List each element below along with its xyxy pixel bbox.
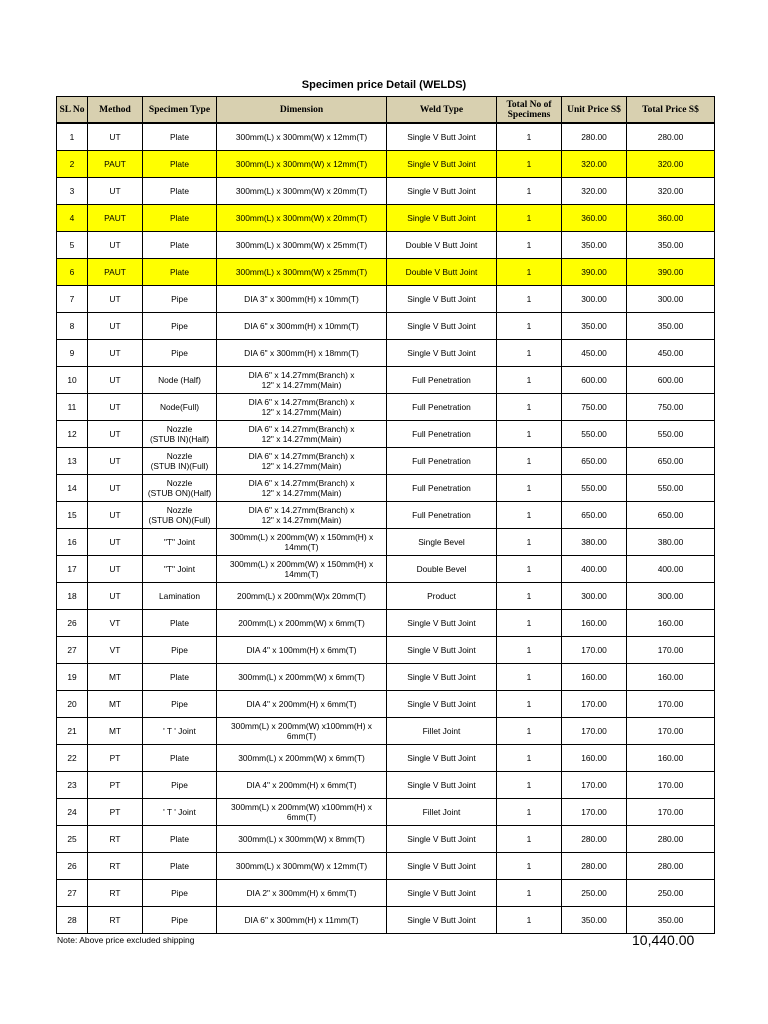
cell-total-specimens: 1 xyxy=(497,340,562,367)
cell-sl-no: 20 xyxy=(57,691,88,718)
cell-total-price: 400.00 xyxy=(627,556,715,583)
shipping-note: Note: Above price excluded shipping xyxy=(57,935,195,945)
cell-method: RT xyxy=(88,853,143,880)
cell-total-specimens: 1 xyxy=(497,421,562,448)
cell-sl-no: 9 xyxy=(57,340,88,367)
table-row xyxy=(57,475,715,502)
cell-method: UT xyxy=(88,394,143,421)
cell-dimension: 300mm(L) x 200mm(W) x100mm(H) x 6mm(T) xyxy=(217,718,387,745)
cell-dimension: 300mm(L) x 300mm(W) x 25mm(T) xyxy=(217,232,387,259)
cell-method: UT xyxy=(88,313,143,340)
cell-total-price: 300.00 xyxy=(627,583,715,610)
cell-total-specimens: 1 xyxy=(497,313,562,340)
cell-weld-type: Single V Butt Joint xyxy=(387,772,497,799)
cell-unit-price: 300.00 xyxy=(562,583,627,610)
table-row xyxy=(57,556,715,583)
cell-total-price: 300.00 xyxy=(627,286,715,313)
cell-method: UT xyxy=(88,178,143,205)
cell-weld-type: Single V Butt Joint xyxy=(387,286,497,313)
cell-weld-type: Single V Butt Joint xyxy=(387,664,497,691)
cell-total-price: 170.00 xyxy=(627,772,715,799)
cell-dimension: DIA 4" x 200mm(H) x 6mm(T) xyxy=(217,772,387,799)
cell-specimen-type: Plate xyxy=(143,232,217,259)
cell-method: UT xyxy=(88,367,143,394)
cell-total-price: 160.00 xyxy=(627,610,715,637)
cell-sl-no: 2 xyxy=(57,151,88,178)
cell-method: UT xyxy=(88,475,143,502)
col-header-sl-no: SL No xyxy=(57,97,88,124)
cell-weld-type: Fillet Joint xyxy=(387,718,497,745)
cell-weld-type: Single V Butt Joint xyxy=(387,151,497,178)
cell-total-price: 600.00 xyxy=(627,367,715,394)
cell-weld-type: Full Penetration xyxy=(387,475,497,502)
cell-total-price: 160.00 xyxy=(627,664,715,691)
cell-total-price: 170.00 xyxy=(627,637,715,664)
cell-unit-price: 750.00 xyxy=(562,394,627,421)
cell-unit-price: 250.00 xyxy=(562,880,627,907)
cell-dimension: DIA 6" x 14.27mm(Branch) x 12" x 14.27mm(Main) xyxy=(217,394,387,421)
cell-specimen-type: "T" Joint xyxy=(143,556,217,583)
cell-dimension: 300mm(L) x 300mm(W) x 12mm(T) xyxy=(217,853,387,880)
table-row xyxy=(57,259,715,286)
cell-unit-price: 350.00 xyxy=(562,907,627,934)
cell-specimen-type: Nozzle (STUB ON)(Full) xyxy=(143,502,217,529)
cell-method: UT xyxy=(88,286,143,313)
cell-specimen-type: Nozzle (STUB IN)(Full) xyxy=(143,448,217,475)
col-header-total-price: Total Price S$ xyxy=(627,97,715,124)
cell-unit-price: 550.00 xyxy=(562,475,627,502)
cell-total-specimens: 1 xyxy=(497,259,562,286)
cell-dimension: DIA 4" x 200mm(H) x 6mm(T) xyxy=(217,691,387,718)
cell-unit-price: 280.00 xyxy=(562,826,627,853)
cell-total-specimens: 1 xyxy=(497,637,562,664)
cell-method: UT xyxy=(88,232,143,259)
table-row xyxy=(57,286,715,313)
cell-specimen-type: Plate xyxy=(143,205,217,232)
cell-dimension: 300mm(L) x 200mm(W) x100mm(H) x 6mm(T) xyxy=(217,799,387,826)
cell-sl-no: 19 xyxy=(57,664,88,691)
cell-total-specimens: 1 xyxy=(497,745,562,772)
table-row xyxy=(57,880,715,907)
cell-dimension: 200mm(L) x 200mm(W)x 20mm(T) xyxy=(217,583,387,610)
cell-specimen-type: Plate xyxy=(143,259,217,286)
cell-total-price: 750.00 xyxy=(627,394,715,421)
cell-sl-no: 11 xyxy=(57,394,88,421)
cell-total-price: 170.00 xyxy=(627,799,715,826)
cell-total-specimens: 1 xyxy=(497,475,562,502)
col-header-dimension: Dimension xyxy=(217,97,387,124)
cell-sl-no: 8 xyxy=(57,313,88,340)
cell-total-price: 320.00 xyxy=(627,178,715,205)
cell-total-specimens: 1 xyxy=(497,394,562,421)
col-header-weld-type: Weld Type xyxy=(387,97,497,124)
cell-dimension: DIA 6" x 300mm(H) x 18mm(T) xyxy=(217,340,387,367)
cell-total-specimens: 1 xyxy=(497,151,562,178)
table-row xyxy=(57,205,715,232)
table-row xyxy=(57,529,715,556)
cell-total-price: 650.00 xyxy=(627,502,715,529)
cell-weld-type: Single V Butt Joint xyxy=(387,880,497,907)
cell-unit-price: 170.00 xyxy=(562,799,627,826)
cell-dimension: DIA 6" x 14.27mm(Branch) x 12" x 14.27mm(Main) xyxy=(217,475,387,502)
cell-total-price: 450.00 xyxy=(627,340,715,367)
cell-weld-type: Double V Butt Joint xyxy=(387,259,497,286)
cell-sl-no: 28 xyxy=(57,907,88,934)
cell-weld-type: Single V Butt Joint xyxy=(387,340,497,367)
cell-method: UT xyxy=(88,529,143,556)
cell-weld-type: Fillet Joint xyxy=(387,799,497,826)
cell-unit-price: 280.00 xyxy=(562,853,627,880)
cell-total-specimens: 1 xyxy=(497,610,562,637)
table-row xyxy=(57,664,715,691)
cell-total-price: 170.00 xyxy=(627,691,715,718)
cell-unit-price: 550.00 xyxy=(562,421,627,448)
cell-total-price: 390.00 xyxy=(627,259,715,286)
cell-weld-type: Single V Butt Joint xyxy=(387,610,497,637)
table-row xyxy=(57,367,715,394)
cell-specimen-type: Plate xyxy=(143,745,217,772)
cell-specimen-type: ' T ' Joint xyxy=(143,718,217,745)
cell-unit-price: 160.00 xyxy=(562,664,627,691)
cell-sl-no: 21 xyxy=(57,718,88,745)
table-row xyxy=(57,610,715,637)
cell-sl-no: 27 xyxy=(57,637,88,664)
cell-dimension: 200mm(L) x 200mm(W) x 6mm(T) xyxy=(217,610,387,637)
cell-dimension: DIA 6" x 14.27mm(Branch) x 12" x 14.27mm(Main) xyxy=(217,502,387,529)
cell-unit-price: 160.00 xyxy=(562,610,627,637)
cell-dimension: DIA 6" x 14.27mm(Branch) x 12" x 14.27mm(Main) xyxy=(217,421,387,448)
cell-dimension: DIA 3" x 300mm(H) x 10mm(T) xyxy=(217,286,387,313)
table-row xyxy=(57,340,715,367)
cell-dimension: DIA 6" x 14.27mm(Branch) x 12" x 14.27mm(Main) xyxy=(217,367,387,394)
cell-weld-type: Single V Butt Joint xyxy=(387,691,497,718)
table-row xyxy=(57,772,715,799)
cell-method: MT xyxy=(88,664,143,691)
cell-unit-price: 650.00 xyxy=(562,448,627,475)
cell-total-specimens: 1 xyxy=(497,583,562,610)
table-row xyxy=(57,502,715,529)
table-row xyxy=(57,853,715,880)
cell-sl-no: 12 xyxy=(57,421,88,448)
cell-dimension: 300mm(L) x 300mm(W) x 12mm(T) xyxy=(217,123,387,151)
table-row xyxy=(57,799,715,826)
cell-sl-no: 5 xyxy=(57,232,88,259)
cell-specimen-type: Pipe xyxy=(143,286,217,313)
cell-method: UT xyxy=(88,421,143,448)
cell-specimen-type: Plate xyxy=(143,610,217,637)
cell-total-specimens: 1 xyxy=(497,907,562,934)
table-row xyxy=(57,637,715,664)
cell-weld-type: Single V Butt Joint xyxy=(387,313,497,340)
cell-sl-no: 17 xyxy=(57,556,88,583)
cell-unit-price: 160.00 xyxy=(562,745,627,772)
cell-unit-price: 170.00 xyxy=(562,772,627,799)
cell-weld-type: Single V Butt Joint xyxy=(387,907,497,934)
cell-unit-price: 650.00 xyxy=(562,502,627,529)
cell-method: MT xyxy=(88,718,143,745)
cell-unit-price: 390.00 xyxy=(562,259,627,286)
table-row xyxy=(57,448,715,475)
cell-total-specimens: 1 xyxy=(497,799,562,826)
cell-total-specimens: 1 xyxy=(497,826,562,853)
cell-weld-type: Single V Butt Joint xyxy=(387,745,497,772)
cell-specimen-type: Node(Full) xyxy=(143,394,217,421)
table-row xyxy=(57,232,715,259)
cell-sl-no: 7 xyxy=(57,286,88,313)
cell-total-price: 280.00 xyxy=(627,123,715,151)
cell-specimen-type: Pipe xyxy=(143,772,217,799)
cell-total-specimens: 1 xyxy=(497,448,562,475)
cell-specimen-type: Plate xyxy=(143,151,217,178)
table-row xyxy=(57,718,715,745)
cell-method: UT xyxy=(88,340,143,367)
cell-method: UT xyxy=(88,502,143,529)
table-row xyxy=(57,583,715,610)
cell-weld-type: Single V Butt Joint xyxy=(387,826,497,853)
cell-weld-type: Single Bevel xyxy=(387,529,497,556)
cell-sl-no: 3 xyxy=(57,178,88,205)
cell-total-price: 280.00 xyxy=(627,853,715,880)
cell-specimen-type: Pipe xyxy=(143,880,217,907)
cell-total-specimens: 1 xyxy=(497,178,562,205)
cell-total-specimens: 1 xyxy=(497,853,562,880)
cell-total-price: 380.00 xyxy=(627,529,715,556)
cell-method: PAUT xyxy=(88,151,143,178)
cell-total-specimens: 1 xyxy=(497,123,562,151)
cell-unit-price: 320.00 xyxy=(562,178,627,205)
cell-sl-no: 4 xyxy=(57,205,88,232)
cell-total-specimens: 1 xyxy=(497,664,562,691)
cell-sl-no: 15 xyxy=(57,502,88,529)
cell-total-price: 160.00 xyxy=(627,745,715,772)
cell-weld-type: Full Penetration xyxy=(387,421,497,448)
cell-total-price: 650.00 xyxy=(627,448,715,475)
cell-total-price: 350.00 xyxy=(627,907,715,934)
cell-sl-no: 14 xyxy=(57,475,88,502)
cell-sl-no: 25 xyxy=(57,826,88,853)
cell-dimension: 300mm(L) x 200mm(W) x 6mm(T) xyxy=(217,745,387,772)
cell-dimension: 300mm(L) x 300mm(W) x 12mm(T) xyxy=(217,151,387,178)
cell-dimension: 300mm(L) x 200mm(W) x 6mm(T) xyxy=(217,664,387,691)
page-title: Specimen price Detail (WELDS) xyxy=(301,79,467,91)
cell-weld-type: Product xyxy=(387,583,497,610)
cell-weld-type: Single V Butt Joint xyxy=(387,205,497,232)
table-row xyxy=(57,178,715,205)
cell-specimen-type: Node (Half) xyxy=(143,367,217,394)
cell-unit-price: 350.00 xyxy=(562,232,627,259)
cell-method: PT xyxy=(88,799,143,826)
cell-total-price: 350.00 xyxy=(627,313,715,340)
cell-method: PAUT xyxy=(88,205,143,232)
cell-weld-type: Double V Butt Joint xyxy=(387,232,497,259)
cell-specimen-type: Plate xyxy=(143,853,217,880)
cell-sl-no: 23 xyxy=(57,772,88,799)
cell-unit-price: 170.00 xyxy=(562,718,627,745)
table-row xyxy=(57,151,715,178)
cell-sl-no: 10 xyxy=(57,367,88,394)
cell-specimen-type: Pipe xyxy=(143,340,217,367)
cell-total-specimens: 1 xyxy=(497,880,562,907)
cell-weld-type: Full Penetration xyxy=(387,502,497,529)
cell-weld-type: Single V Butt Joint xyxy=(387,123,497,151)
cell-specimen-type: Plate xyxy=(143,123,217,151)
cell-method: UT xyxy=(88,123,143,151)
cell-specimen-type: Pipe xyxy=(143,313,217,340)
cell-total-specimens: 1 xyxy=(497,556,562,583)
cell-sl-no: 13 xyxy=(57,448,88,475)
cell-dimension: DIA 6" x 14.27mm(Branch) x 12" x 14.27mm(Main) xyxy=(217,448,387,475)
cell-sl-no: 24 xyxy=(57,799,88,826)
cell-unit-price: 170.00 xyxy=(562,691,627,718)
cell-unit-price: 360.00 xyxy=(562,205,627,232)
cell-specimen-type: "T" Joint xyxy=(143,529,217,556)
header-row xyxy=(57,97,715,124)
cell-method: PT xyxy=(88,745,143,772)
cell-unit-price: 350.00 xyxy=(562,313,627,340)
cell-specimen-type: Nozzle (STUB IN)(Half) xyxy=(143,421,217,448)
cell-unit-price: 280.00 xyxy=(562,123,627,151)
cell-dimension: 300mm(L) x 300mm(W) x 8mm(T) xyxy=(217,826,387,853)
cell-dimension: 300mm(L) x 200mm(W) x 150mm(H) x 14mm(T) xyxy=(217,556,387,583)
cell-dimension: DIA 6" x 300mm(H) x 10mm(T) xyxy=(217,313,387,340)
cell-total-specimens: 1 xyxy=(497,718,562,745)
cell-total-price: 250.00 xyxy=(627,880,715,907)
cell-dimension: DIA 4" x 100mm(H) x 6mm(T) xyxy=(217,637,387,664)
cell-weld-type: Full Penetration xyxy=(387,367,497,394)
cell-specimen-type: Lamination xyxy=(143,583,217,610)
cell-sl-no: 1 xyxy=(57,123,88,151)
cell-unit-price: 400.00 xyxy=(562,556,627,583)
cell-specimen-type: Pipe xyxy=(143,691,217,718)
cell-weld-type: Single V Butt Joint xyxy=(387,853,497,880)
cell-specimen-type: Plate xyxy=(143,178,217,205)
cell-unit-price: 600.00 xyxy=(562,367,627,394)
cell-total-specimens: 1 xyxy=(497,367,562,394)
cell-method: RT xyxy=(88,826,143,853)
cell-method: UT xyxy=(88,448,143,475)
col-header-specimen-type: Specimen Type xyxy=(143,97,217,124)
cell-total-specimens: 1 xyxy=(497,286,562,313)
cell-total-price: 550.00 xyxy=(627,475,715,502)
cell-dimension: 300mm(L) x 200mm(W) x 150mm(H) x 14mm(T) xyxy=(217,529,387,556)
cell-weld-type: Full Penetration xyxy=(387,394,497,421)
cell-specimen-type: Nozzle (STUB ON)(Half) xyxy=(143,475,217,502)
cell-total-price: 170.00 xyxy=(627,718,715,745)
table-row xyxy=(57,745,715,772)
cell-sl-no: 16 xyxy=(57,529,88,556)
grand-total: 10,440.00 xyxy=(632,932,695,948)
price-table xyxy=(56,96,715,934)
cell-total-price: 280.00 xyxy=(627,826,715,853)
table-row xyxy=(57,826,715,853)
cell-unit-price: 320.00 xyxy=(562,151,627,178)
cell-sl-no: 18 xyxy=(57,583,88,610)
cell-total-specimens: 1 xyxy=(497,772,562,799)
cell-sl-no: 27 xyxy=(57,880,88,907)
cell-weld-type: Single V Butt Joint xyxy=(387,637,497,664)
cell-total-price: 550.00 xyxy=(627,421,715,448)
cell-specimen-type: Pipe xyxy=(143,637,217,664)
cell-unit-price: 380.00 xyxy=(562,529,627,556)
cell-method: MT xyxy=(88,691,143,718)
cell-method: RT xyxy=(88,880,143,907)
table-row xyxy=(57,123,715,151)
table-row xyxy=(57,421,715,448)
cell-total-specimens: 1 xyxy=(497,232,562,259)
cell-method: VT xyxy=(88,610,143,637)
cell-method: PAUT xyxy=(88,259,143,286)
cell-method: UT xyxy=(88,583,143,610)
cell-dimension: 300mm(L) x 300mm(W) x 25mm(T) xyxy=(217,259,387,286)
cell-dimension: 300mm(L) x 300mm(W) x 20mm(T) xyxy=(217,205,387,232)
cell-sl-no: 6 xyxy=(57,259,88,286)
cell-method: UT xyxy=(88,556,143,583)
cell-weld-type: Full Penetration xyxy=(387,448,497,475)
table-row xyxy=(57,907,715,934)
cell-method: PT xyxy=(88,772,143,799)
col-header-method: Method xyxy=(88,97,143,124)
cell-sl-no: 26 xyxy=(57,853,88,880)
cell-total-price: 350.00 xyxy=(627,232,715,259)
cell-unit-price: 300.00 xyxy=(562,286,627,313)
cell-specimen-type: ' T ' Joint xyxy=(143,799,217,826)
cell-total-specimens: 1 xyxy=(497,691,562,718)
table-body xyxy=(57,123,715,934)
cell-dimension: DIA 2" x 300mm(H) x 6mm(T) xyxy=(217,880,387,907)
cell-unit-price: 450.00 xyxy=(562,340,627,367)
cell-total-price: 320.00 xyxy=(627,151,715,178)
cell-weld-type: Double Bevel xyxy=(387,556,497,583)
cell-total-price: 360.00 xyxy=(627,205,715,232)
cell-dimension: DIA 6" x 300mm(H) x 11mm(T) xyxy=(217,907,387,934)
cell-method: RT xyxy=(88,907,143,934)
cell-specimen-type: Pipe xyxy=(143,907,217,934)
cell-total-specimens: 1 xyxy=(497,529,562,556)
table-row xyxy=(57,691,715,718)
cell-sl-no: 22 xyxy=(57,745,88,772)
cell-total-specimens: 1 xyxy=(497,205,562,232)
cell-specimen-type: Plate xyxy=(143,664,217,691)
col-header-total-specimens: Total No of Specimens xyxy=(497,97,562,124)
table-row xyxy=(57,313,715,340)
cell-unit-price: 170.00 xyxy=(562,637,627,664)
col-header-unit-price: Unit Price S$ xyxy=(562,97,627,124)
cell-specimen-type: Plate xyxy=(143,826,217,853)
cell-method: VT xyxy=(88,637,143,664)
cell-sl-no: 26 xyxy=(57,610,88,637)
cell-total-specimens: 1 xyxy=(497,502,562,529)
cell-dimension: 300mm(L) x 300mm(W) x 20mm(T) xyxy=(217,178,387,205)
cell-weld-type: Single V Butt Joint xyxy=(387,178,497,205)
table-row xyxy=(57,394,715,421)
